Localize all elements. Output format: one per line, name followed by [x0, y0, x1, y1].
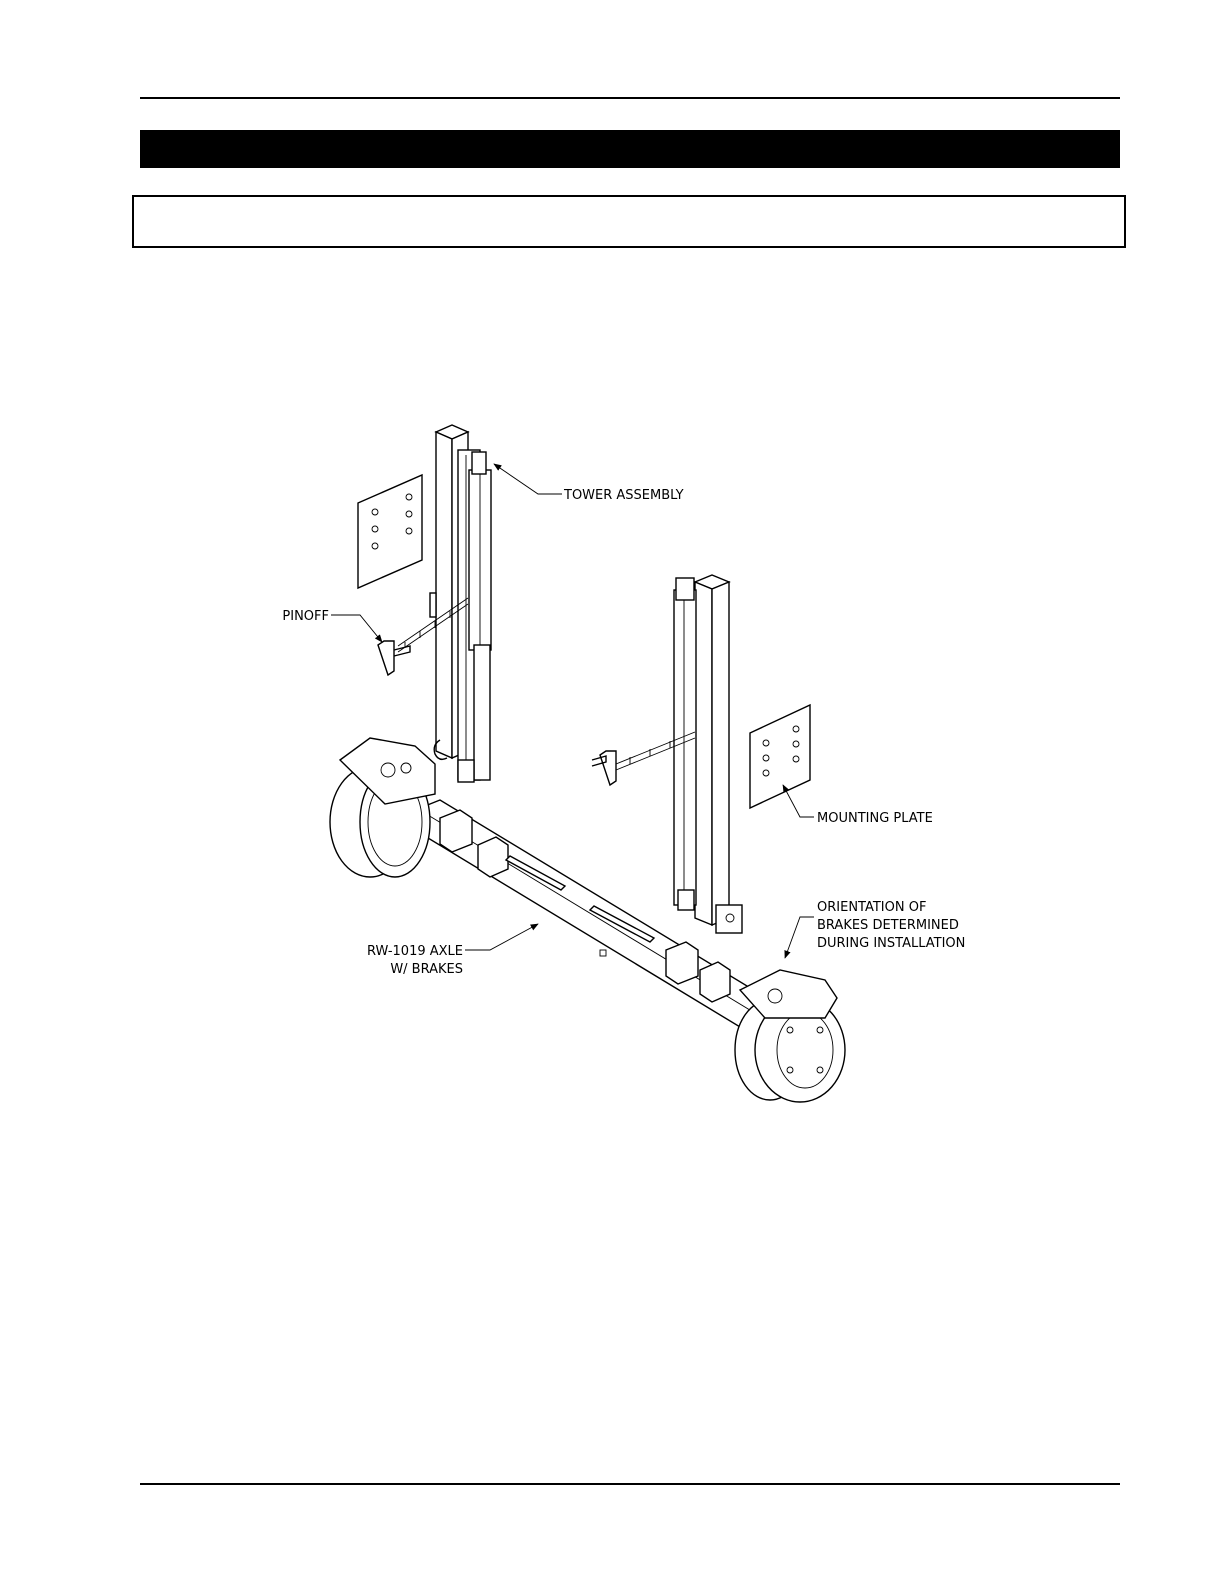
wheel-left: [330, 738, 435, 877]
mounting-plate-left: [358, 475, 422, 588]
label-pinoff: PINOFF: [282, 609, 329, 624]
label-orientation-line-2: BRAKES DETERMINED: [817, 918, 959, 933]
label-orientation-line-3: DURING INSTALLATION: [817, 936, 966, 951]
mounting-plate-right: [750, 705, 810, 808]
label-axle-line-1: RW-1019 AXLE: [367, 944, 463, 959]
wheel-right: [735, 970, 845, 1102]
label-tower-assembly: TOWER ASSEMBLY: [564, 488, 684, 503]
label-axle-line-2: W/ BRAKES: [390, 962, 463, 977]
footer-rule: [140, 1483, 1120, 1485]
label-orientation-line-1: ORIENTATION OF: [817, 900, 927, 915]
tower-assembly-right: [674, 575, 742, 933]
label-mounting-plate: MOUNTING PLATE: [817, 811, 933, 826]
